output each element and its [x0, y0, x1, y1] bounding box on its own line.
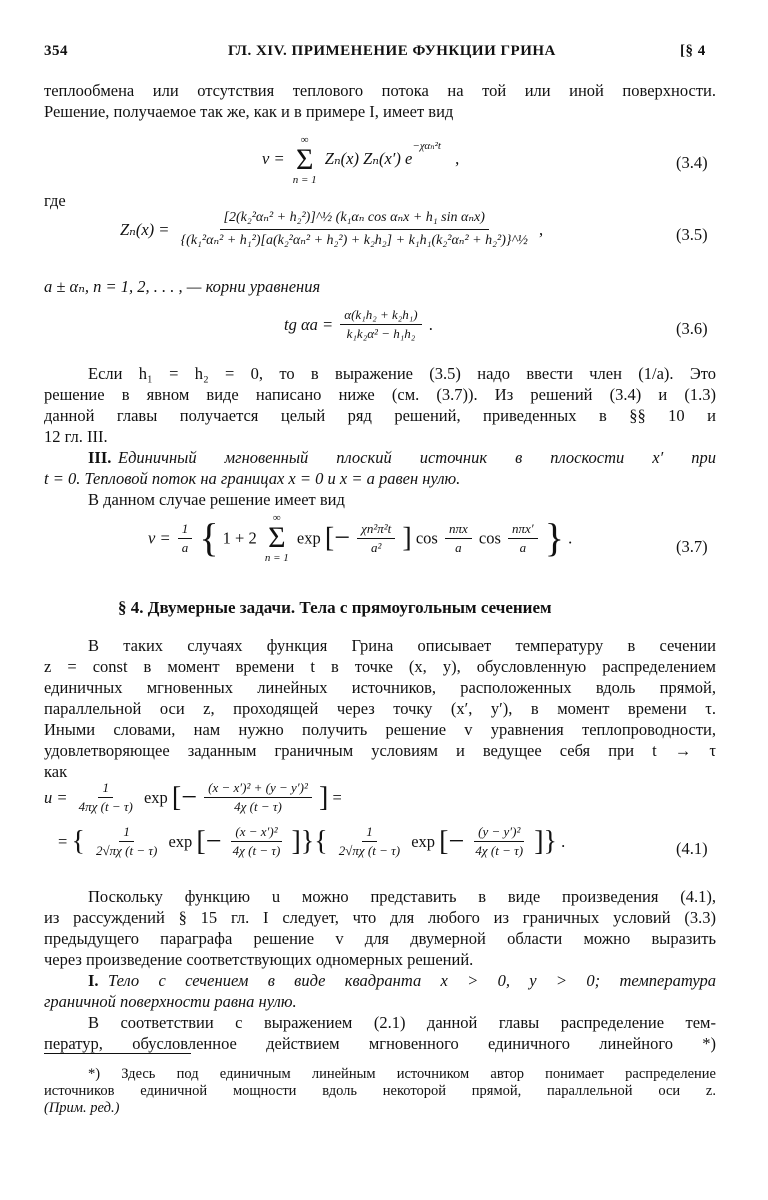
paragraph-line: z = const в момент времени t в точке (x, y), обусловленную распределением: [44, 657, 716, 676]
equation-4-1-line1: u = $\frac{1}{4\pi\chi (t - \tau)}$ exp [− $\frac{\text{(x − x′)² + (y − y′)²}}{4\chi (t - \tau)}$ ] =: [44, 780, 342, 814]
paragraph-line: В таких случаях функция Грина описывает температуру в сечении: [88, 636, 716, 655]
eq-fraction: $\frac{\text{nπx′}}{a}$: [508, 521, 538, 556]
paragraph-line: через произведение соответствующих одномерных решений.: [44, 950, 474, 969]
paragraph-line: Поскольку функцию u можно представить в виде произведения (4.1),: [88, 887, 716, 906]
footnote-line: *) Здесь под единичным линейным источником автор понимает распределение: [88, 1066, 716, 1082]
eq-trail: .: [428, 315, 433, 334]
footnote-line: (Прим. ред.): [44, 1100, 120, 1116]
eq-denominator: {(k₁²αₙ² + h₁²)[a(k₂²αₙ² + h₂²) + k₂h₂] + k₁h₁(k₂²αₙ² + h₂²)}^½: [180, 233, 528, 248]
paragraph-line: предыдущего параграфа решение v для двумерной области можно выразить: [44, 929, 716, 948]
paragraph-line: Если h₁ = h₂ = 0, то в выражение (3.5) надо ввести член (1/a). Это: [88, 364, 716, 383]
equation-3-5: [120, 208, 543, 251]
case-heading: граничной поверхности равна нулю.: [44, 992, 297, 1011]
equation-number: (3.7): [676, 537, 708, 556]
equation-4-1-line2: = { $\frac{1}{2√\pi\chi (t - \tau)}$ exp [− $\frac{\text{(x − x′)²}}{4\chi (t - \tau)}$ ]}{ $\frac{1}{2√\pi\chi (t - \tau)}$ exp [− $\frac{\text{(y − y′)²}}{4\chi (t - \tau)}$ ]} .: [58, 824, 566, 858]
roots-line: a ± αₙ, n = 1, 2, . . . , — корни уравнения: [44, 277, 321, 296]
intro-line: Решение, получаемое так же, как и в примере I, имеет вид: [44, 102, 454, 121]
equation-number: (3.6): [676, 319, 708, 338]
equation-3-4: [262, 134, 459, 186]
paragraph-line: В соответствии с выражением (2.1) данной главы распределение тем-: [88, 1013, 716, 1032]
equation-3-6: [284, 307, 433, 342]
eq-trail: ,: [455, 148, 460, 168]
eq-fraction: $\frac{\text{(y − y′)²}}{4\chi (t - \tau)}$: [475, 824, 524, 858]
sum-sign: ∞ Σ n = 1: [292, 134, 317, 186]
running-title: ГЛ. XIV. ПРИМЕНЕНИЕ ФУНКЦИИ ГРИНА: [228, 43, 556, 59]
eq-exponent: −χαₙ²t: [412, 140, 441, 153]
case-heading: Единичный мгновенный плоский источник в плоскости x′ при: [118, 448, 716, 467]
eq-trail: ,: [538, 220, 544, 239]
paragraph-line: Иными словами, нам нужно получить решение v уравнения теплопроводности,: [44, 720, 716, 739]
paragraph-line: 12 гл. III.: [44, 427, 108, 446]
equation-number: (3.5): [676, 225, 708, 244]
case-label: I.: [88, 971, 99, 990]
eq-trail: .: [568, 528, 573, 548]
eq-numerator: α(k₁h₂ + k₂h₁): [340, 307, 421, 325]
paragraph-line: данной главы получается целый ряд решений, приведенных в §§ 10 и: [44, 406, 716, 425]
exp-label: exp: [296, 528, 321, 548]
eq-denominator: k₁k₂α² − h₁h₂: [346, 326, 416, 341]
page-number: 354: [44, 43, 68, 59]
footnote-line: источников единичной мощности вдоль некоторой прямой, параллельной оси z.: [44, 1083, 716, 1099]
case-heading: t = 0. Тепловой поток на границах x = 0 и x = a равен нулю.: [44, 469, 461, 488]
eq-fraction: $\frac{1}{a}$: [178, 521, 193, 556]
left-brace: {: [199, 515, 219, 560]
paragraph-line: из рассуждений § 15 гл. I следует, что для любого из граничных условий (3.3): [44, 908, 716, 927]
right-brace: }: [544, 515, 564, 560]
eq-lhs: v =: [148, 528, 171, 548]
paragraph-line: удовлетворяющее заданным граничным условиям и ведущее себя при t → τ: [44, 741, 716, 760]
cos-label: cos: [415, 528, 438, 548]
exp-label: exp: [143, 788, 168, 807]
eq-lhs: Zₙ(x) =: [120, 220, 170, 239]
sum-sign: ∞ Σ n = 1: [264, 512, 289, 564]
eq-fraction: $\frac{\text{nπx}}{a}$: [445, 521, 472, 556]
section-title: § 4. Двумерные задачи. Тела с прямоугольным сечением: [118, 598, 552, 617]
eq-fraction: $\frac{\text{χn²π²t}}{\text{a²}}$: [357, 521, 395, 556]
eq-fraction: $\frac{1}{4\pi\chi (t - \tau)}$: [78, 780, 133, 814]
eq-lhs: v =: [262, 148, 285, 168]
eq-fraction: $\frac{\text{(x − x′)²}}{4\chi (t - \tau)}$: [232, 824, 281, 858]
eq-numerator: [2(k₂²αₙ² + h₂²)]^½ (k₁αₙ cos αₙx + h₁ sin αₙx): [220, 208, 489, 230]
paragraph-line: параллельной оси z, проходящей через точку (x′, y′), в момент времени τ.: [44, 699, 716, 718]
equation-3-7: v = $\frac{1}{a}$ { 1 + 2 ∞ Σ n = 1 exp [− $\frac{\text{χn²π²t}}{\text{a²}}$ ] cos $\frac{\text{nπx}}{a}$ cos $\frac{\text{nπx′}}{a}$ } .: [148, 512, 573, 564]
eq-fraction: $\frac{\text{(x − x′)² + (y − y′)²}}{4\chi (t - \tau)}$: [204, 780, 312, 815]
cos-label: cos: [478, 528, 501, 548]
case-label: III.: [88, 448, 112, 467]
intro-line: теплообмена или отсутствия теплового потока на той или иной поверхности.: [44, 81, 716, 100]
equation-number: (4.1): [676, 839, 708, 858]
section-ref: [§ 4: [680, 43, 706, 59]
eq-fraction: [340, 307, 421, 342]
eq-fraction: $\frac{1}{2√\pi\chi (t - \tau)}$: [96, 824, 158, 858]
eq-lhs: tg αa =: [284, 315, 334, 334]
case-heading: Тело с сечением в виде квадранта x > 0, y > 0; температура: [108, 971, 716, 990]
paragraph-line: решение в явном виде написано ниже (см. (3.7)). Из решений (3.4) и (1.3): [44, 385, 716, 404]
eq-fraction: $\frac{1}{2√\pi\chi (t - \tau)}$: [338, 824, 401, 858]
where-label: где: [44, 191, 66, 210]
eq-term: 1 + 2: [222, 528, 257, 548]
paragraph-line: как: [44, 762, 68, 781]
eq-fraction: [177, 208, 532, 251]
eq-body: Zₙ(x) Zₙ(x′) e: [324, 148, 413, 168]
paragraph-line: В данном случае решение имеет вид: [88, 490, 345, 509]
paragraph-line: единичных мгновенных линейных источников, расположенных вдоль прямой,: [44, 678, 716, 697]
equation-number: (3.4): [676, 153, 708, 172]
paragraph-line: ператур, обусловленное действием мгновенного единичного линейного *): [44, 1034, 716, 1053]
footnote-rule: [44, 1053, 191, 1054]
